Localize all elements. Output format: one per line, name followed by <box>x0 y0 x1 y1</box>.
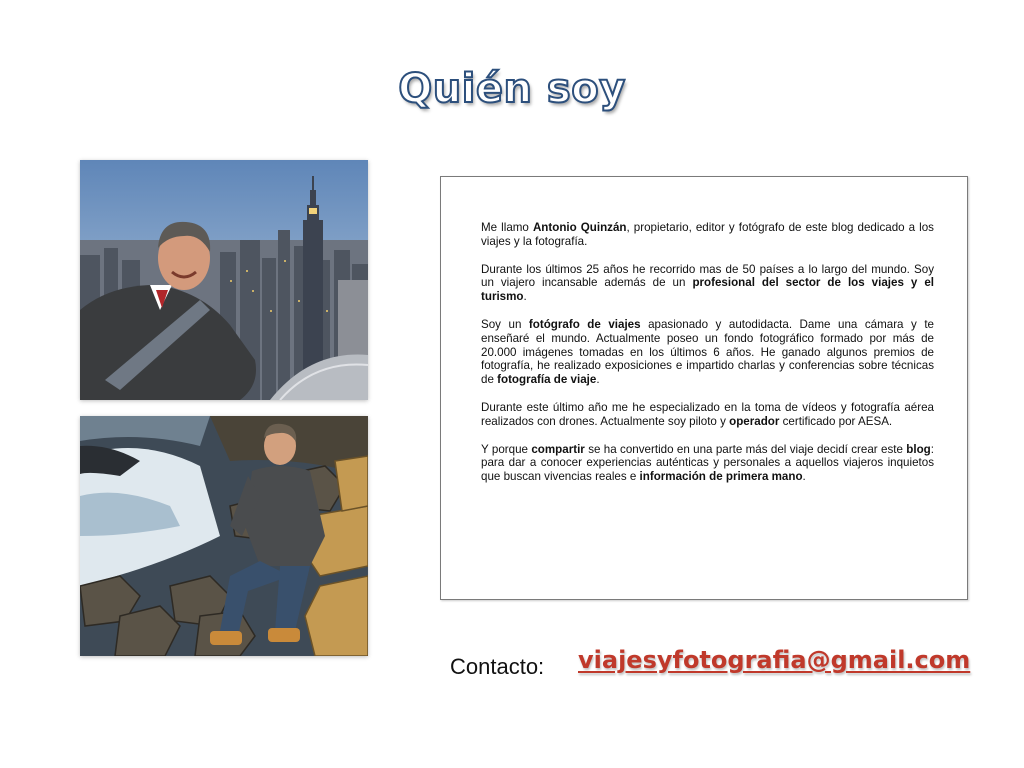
bio-emphasis: información de primera mano <box>639 470 803 484</box>
bio-emphasis: operador <box>729 414 780 428</box>
bio-emphasis: fotógrafo de viajes <box>528 317 641 331</box>
bio-emphasis: blog <box>906 442 931 456</box>
bio-paragraph: Durante este último año me he especializado en la toma de vídeos y fotografía aérea realizados con drones. Actualmente soy piloto y operador certificado por AESA. <box>481 400 934 428</box>
contact-label: Contacto: <box>450 654 545 679</box>
photo-giants-causeway <box>80 416 368 656</box>
bio-paragraph: Durante los últimos 25 años he recorrido mas de 50 países a lo largo del mundo. Soy un viajero incansable además de un profesional del sector de los viajes y el turismo. <box>481 262 934 304</box>
bio-paragraph: Y porque compartir se ha convertido en una parte más del viaje decidí crear este blog: para dar a conocer experiencias auténticas y personales a aquellos viajeros inquietos que buscan vivencias reales e información de primera mano. <box>481 442 934 484</box>
page-title: Quién soy <box>398 66 626 112</box>
bio-emphasis: profesional del sector de los viajes y el turismo <box>481 276 934 304</box>
bio-emphasis: Antonio Quinzán <box>532 221 627 234</box>
contact-email-link[interactable]: viajesyfotografia@gmail.com <box>578 646 971 674</box>
photo-new-york-skyline <box>80 160 368 400</box>
bio-text <box>481 221 934 498</box>
bio-box <box>440 176 968 600</box>
bio-emphasis: fotografía de viaje <box>497 373 597 387</box>
bio-paragraph: Soy un fotógrafo de viajes apasionado y autodidacta. Dame una cámara y te enseñaré el mundo. Actualmente poseo un fondo fotográfico formado por más de 20.000 imágenes tomadas en los últimos 6 años. He ganado algunos premios de fotografía, he realizado exposiciones e impartido charlas y conferencias sobre técnicas de fotografía de viaje. <box>481 317 934 387</box>
bio-paragraph: Me llamo Antonio Quinzán, propietario, editor y fotógrafo de este blog dedicado a los viajes y la fotografía. <box>481 221 934 248</box>
bio-emphasis: compartir <box>531 442 585 456</box>
